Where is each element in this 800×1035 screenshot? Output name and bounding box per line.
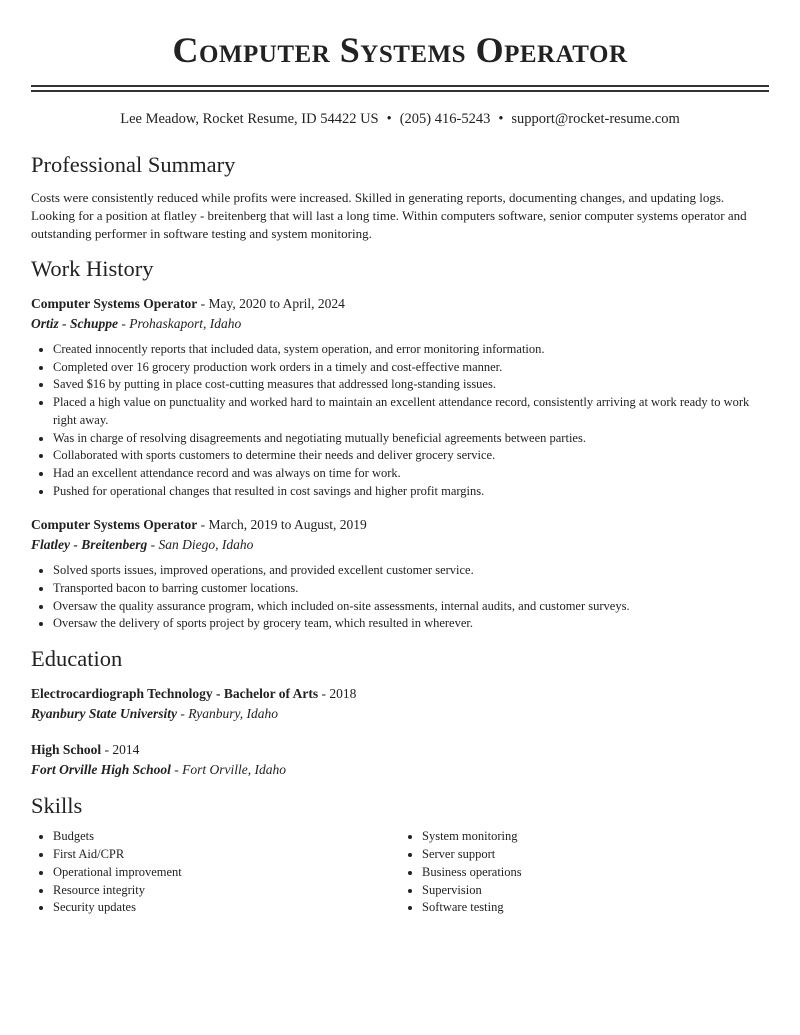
education-location: - Ryanbury, Idaho [177, 706, 279, 722]
skill-item: • Supervision [422, 882, 769, 900]
section-title-education: Education [31, 646, 123, 672]
list-item: • Had an excellent attendance record and was always on time for work. [53, 465, 769, 483]
section-title-work-history: Work History [31, 256, 154, 281]
list-item: • Oversaw the delivery of sports project by grocery team, which resulted in wherever. [53, 615, 769, 633]
section-title-skills: Skills [31, 793, 83, 819]
job-entry [31, 295, 769, 500]
education-school: Fort Orville High School [31, 762, 171, 778]
education-year: - 2018 [318, 686, 357, 702]
section-title-summary: Professional Summary [31, 152, 236, 177]
summary-text: Costs were consistently reduced while profits were increased. Skilled in generating reports, documenting changes, and updating logs. Looking for a position at flatley - breitenberg that will last a long time. Within computers software, senior computer systems operator and outstanding performer in software testing and system monitoring. [31, 190, 747, 241]
list-item: • Transported bacon to barring customer locations. [53, 580, 769, 598]
contact-separator: • [498, 111, 504, 127]
job-header [31, 516, 769, 534]
list-item: • Solved sports issues, improved operations, and provided excellent customer service. [53, 562, 769, 580]
job-role: Computer Systems Operator [31, 296, 198, 311]
job-company: Flatley - Breitenberg [31, 537, 148, 553]
education-header [31, 741, 769, 759]
job-role: Computer Systems Operator [31, 517, 198, 533]
resume-title: Computer Systems Operator [172, 30, 628, 70]
job-header [31, 295, 769, 313]
education-location: - Fort Orville, Idaho [170, 762, 287, 778]
list-item: • Placed a high value on punctuality and worked hard to maintain an excellent attendance record, consistently arriving at work ready to work right away. [53, 394, 769, 429]
list-item: • Saved $16 by putting in place cost-cutting measures that addressed long-standing issues. [53, 376, 769, 394]
skill-item: • Resource integrity [53, 882, 400, 900]
job-dates: - May, 2020 to April, 2024 [197, 296, 345, 311]
education-school-line [31, 705, 769, 723]
education-entry [31, 741, 769, 779]
skill-item: • Server support [422, 846, 769, 864]
skills-column-left [31, 828, 400, 917]
skill-item: • First Aid/CPR [53, 846, 400, 864]
skill-item: • Software testing [422, 899, 769, 917]
list-item: • Created innocently reports that included data, system operation, and error monitoring information. [53, 341, 769, 359]
skill-item: • Security updates [53, 899, 400, 917]
contact-email: support@rocket-resume.com [511, 111, 680, 127]
contact-address: Lee Meadow, Rocket Resume, ID 54422 US [120, 111, 379, 127]
job-company: Ortiz - Schuppe [31, 316, 119, 331]
education-header [31, 685, 769, 703]
job-location: - San Diego, Idaho [147, 537, 254, 553]
skill-item: • System monitoring [422, 828, 769, 846]
skills-list [31, 828, 769, 917]
contact-line [31, 110, 769, 128]
skill-item: • Business operations [422, 864, 769, 882]
education-school: Ryanbury State University [31, 706, 178, 722]
job-company-line [31, 315, 769, 333]
job-dates: - March, 2019 to August, 2019 [197, 517, 367, 533]
education-entry [31, 685, 769, 723]
list-item: • Oversaw the quality assurance program, which included on-site assessments, internal audits, and customer surveys. [53, 598, 769, 616]
list-item: • Was in charge of resolving disagreements and negotiating mutually beneficial agreements between parties. [53, 430, 769, 448]
list-item: • Completed over 16 grocery production work orders in a timely and cost-effective manner. [53, 359, 769, 377]
job-entry [31, 516, 769, 633]
job-bullets [31, 341, 769, 500]
education-year: - 2014 [101, 742, 140, 758]
header-divider [31, 85, 769, 92]
education-degree: High School [31, 742, 102, 758]
skills-column-right [400, 828, 769, 917]
list-item: • Collaborated with sports customers to determine their needs and deliver grocery service. [53, 447, 769, 465]
job-company-line [31, 536, 769, 554]
job-bullets [31, 562, 769, 633]
contact-separator: • [386, 111, 392, 127]
contact-phone: (205) 416-5243 [399, 111, 491, 127]
education-school-line [31, 761, 769, 779]
skill-item: • Operational improvement [53, 864, 400, 882]
skill-item: • Budgets [53, 828, 400, 846]
job-location: - Prohaskaport, Idaho [118, 316, 242, 331]
list-item: • Pushed for operational changes that resulted in cost savings and higher profit margins. [53, 483, 769, 501]
education-degree: Electrocardiograph Technology - Bachelor of Arts [31, 686, 319, 702]
